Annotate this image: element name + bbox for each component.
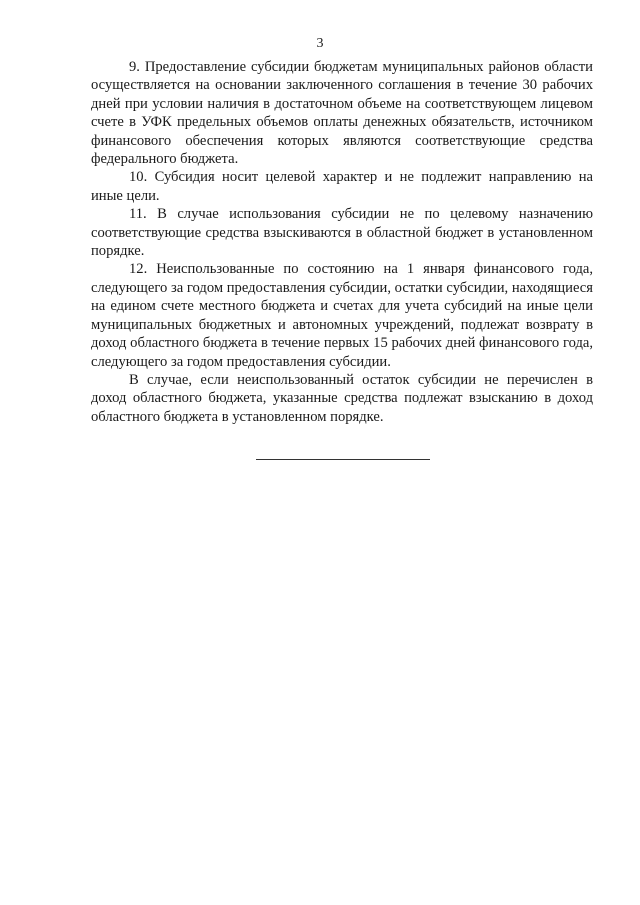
end-separator-line	[256, 459, 430, 460]
paragraph-10: 10. Субсидия носит целевой характер и не подлежит направлению на иные цели.	[91, 169, 593, 204]
paragraph-9: 9. Предоставление субсидии бюджетам муниципальных районов области осуществляется на основании заключенного соглашения в течение 30 рабочих дней при условии наличия в достаточном объеме на соответствующем лицевом счете в УФК предельных объемов оплаты денежных обязательств, источником финансового обеспечения которых являются соответствующие средства федерального бюджета.	[91, 59, 593, 168]
document-body	[91, 58, 593, 426]
paragraph-12-continuation: В случае, если неиспользованный остаток субсидии не перечислен в доход областного бюджета, указанные средства подлежат взысканию в доход областного бюджета в установленном порядке.	[91, 371, 593, 425]
page-number: 3	[316, 36, 324, 51]
paragraph-11: 11. В случае использования субсидии не по целевому назначению соответствующие средства взыскиваются в областной бюджет в установленном порядке.	[91, 206, 593, 260]
paragraph-12: 12. Неиспользованные по состоянию на 1 января финансового года, следующего за годом предоставления субсидии, остатки субсидии, находящиеся на едином счете местного бюджета и счетах для учета субсидий на иные цели муниципальных бюджетных и автономных учреждений, подлежат возврату в доход областного бюджета в течение первых 15 рабочих дней финансового года, следующего за годом предоставления субсидии.	[91, 261, 593, 370]
